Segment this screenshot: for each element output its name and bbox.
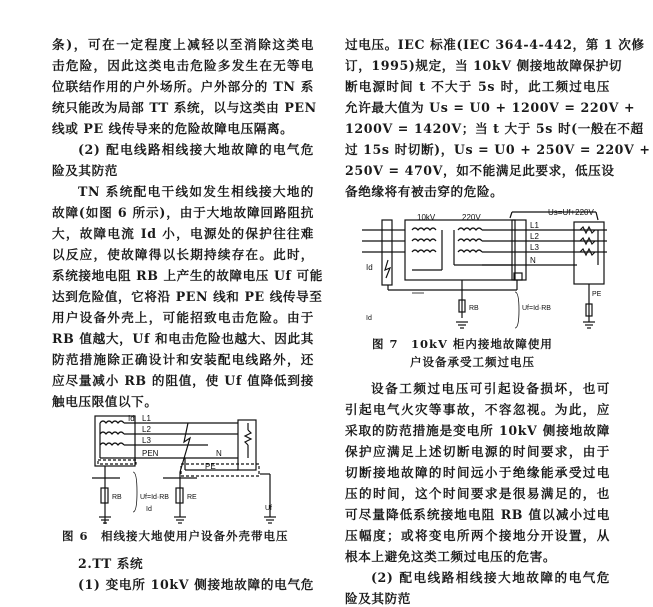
- paragraph-line: 用户设备外壳上，可能招致电击危险。由于: [52, 310, 314, 325]
- label-n: N: [530, 256, 536, 265]
- label-pe: PE: [205, 462, 216, 471]
- paragraph-line: 故障(如图 6 所示)，由于大地故障回路阻抗: [52, 205, 314, 220]
- label-uf: Uf: [265, 505, 272, 512]
- paragraph-line: 根本上避免这类工频过电压的危害。: [345, 549, 557, 564]
- user-equipment-box: [574, 222, 604, 284]
- label-pen: PEN: [142, 449, 159, 458]
- label-l2: L2: [142, 425, 151, 434]
- lv-switchgear-cabinet: [512, 220, 526, 280]
- paragraph-line: 设备工频过电压可引起设备损坏，也可: [371, 381, 610, 396]
- label-uf-equation: Uf=Id·RB: [140, 494, 169, 501]
- section-heading: (1) 变电所 10kV 侧接地故障的电气危: [78, 577, 314, 592]
- section-heading: 险及其防范: [52, 163, 118, 178]
- label-l1: L1: [142, 414, 151, 423]
- paragraph-line: 过电压。IEC 标准(IEC 364-4-442，第 1 次修: [345, 37, 645, 52]
- paragraph-line: 保护应满足上述切断电源的时间要求，由于: [345, 444, 610, 459]
- transformer-winding-2: [100, 432, 124, 434]
- paragraph-line: 统只能改为局部 TT 系统，以与这类由 PEN: [52, 100, 317, 115]
- label-id-top: Id: [128, 414, 135, 423]
- label-id-left: Id: [366, 263, 373, 272]
- paragraph-line: 以反应，使故障得以长期持续存在。此时，: [52, 247, 314, 262]
- section-heading: 险及其防范: [345, 591, 411, 606]
- paragraph-line: 引起电气火灾等事故，不容忽视。为此，应: [345, 402, 610, 417]
- section-heading: 2.TT 系统: [78, 556, 144, 571]
- paragraph-line: 系统接地电阻 RB 上产生的故障电压 Uf 可能: [52, 268, 323, 283]
- paragraph-line: 压的时间，这个时间要求是很易满足的，也: [345, 486, 610, 501]
- label-220v: 220V: [462, 213, 481, 222]
- load-resistor: [245, 430, 251, 445]
- paragraph-line: 应尽量减小 RB 的阻值，使 Uf 值降低到接: [52, 373, 314, 388]
- paragraph-line: 250V = 470V，如不能满足此要求，低压设: [345, 163, 615, 178]
- paragraph-line: 允许最大值为 Us = U0 + 1200V = 220V +: [345, 100, 636, 115]
- figure-7-caption-line-2: 户设备承受工频过电压: [410, 355, 535, 369]
- paragraph-line: TN 系统配电干线如发生相线接大地的: [78, 184, 314, 199]
- label-rb: RB: [112, 494, 122, 501]
- label-l3: L3: [142, 436, 151, 445]
- paragraph-line: 切断接地故障的时间远小于绝缘能承受过电: [345, 465, 610, 480]
- paragraph-line: 压幅度；或将变电所两个接地分开设置，从: [345, 528, 610, 543]
- paragraph-line: 过 15s 时切断)，Us = U0 + 250V = 220V +: [345, 142, 651, 157]
- label-id-bottom: Id: [146, 506, 152, 513]
- label-rb: RB: [469, 305, 479, 312]
- paragraph-line: 条)，可在一定程度上减轻以至消除这类电: [52, 37, 314, 52]
- paragraph-line: 达到危险值，它将沿 PEN 线和 PE 线传导至: [52, 289, 323, 304]
- label-10kv: 10kV: [417, 213, 436, 222]
- user-equipment-box: [238, 420, 256, 470]
- paragraph-line: 1200V = 1420V；当 t 大于 5s 时(一般在不超: [345, 121, 644, 136]
- paragraph-line: 备绝缘将有被击穿的危险。: [345, 184, 504, 199]
- label-id-bottom: Id: [366, 315, 372, 322]
- label-re: RE: [187, 494, 197, 501]
- paragraph-line: 断电源时间 t 不大于 5s 时，此工频过电压: [345, 79, 610, 94]
- figure-6-caption: 图 6 相线接大地使用户设备外壳带电压: [62, 529, 289, 543]
- label-l1: L1: [530, 221, 539, 230]
- figure-7-caption-line-1: 图 7 10kV 柜内接地故障使用: [372, 337, 553, 351]
- paragraph-line: 线或 PE 线传导来的危险故障电压隔离。: [52, 121, 294, 136]
- figure-7-diagram: [362, 208, 612, 333]
- label-pe: PE: [592, 291, 602, 298]
- paragraph-line: 订，1995)规定，当 10kV 侧接地故障保护切: [345, 58, 623, 73]
- label-uf-equation: Uf=Id·RB: [522, 305, 551, 312]
- paragraph-line: 击危险，因此这类电击危险多发生在无等电: [52, 58, 314, 73]
- section-heading: (2) 配电线路相线接大地故障的电气危: [78, 142, 314, 157]
- paragraph-line: 触电压限值以下。: [52, 394, 158, 409]
- label-l3: L3: [530, 243, 539, 252]
- paragraph-line: 可尽量降低系统接地电阻 RB 值以减小过电: [345, 507, 610, 522]
- label-us-equation: Us=Uf+220V: [548, 208, 594, 217]
- paragraph-line: RB 值越大，Uf 和电击危险也越大、因此其: [52, 331, 314, 346]
- paragraph-line: 采取的防范措施是变电所 10kV 侧接地故障: [345, 423, 610, 438]
- paragraph-line: 防范措施除正确设计和安装配电线路外，还: [52, 352, 314, 367]
- label-l2: L2: [530, 232, 539, 241]
- figure-6-diagram: [88, 412, 288, 524]
- transformer-winding-3: [100, 443, 124, 445]
- transformer-winding-1: [100, 421, 124, 423]
- label-n: N: [216, 449, 222, 458]
- paragraph-line: 大，故障电流 Id 小，电源处的保护往往难: [52, 226, 314, 241]
- fault-arc: [385, 260, 390, 278]
- paragraph-line: 位联结作用的户外场所。户外部分的 TN 系: [52, 79, 314, 94]
- section-heading: (2) 配电线路相线接大地故障的电气危: [371, 570, 610, 585]
